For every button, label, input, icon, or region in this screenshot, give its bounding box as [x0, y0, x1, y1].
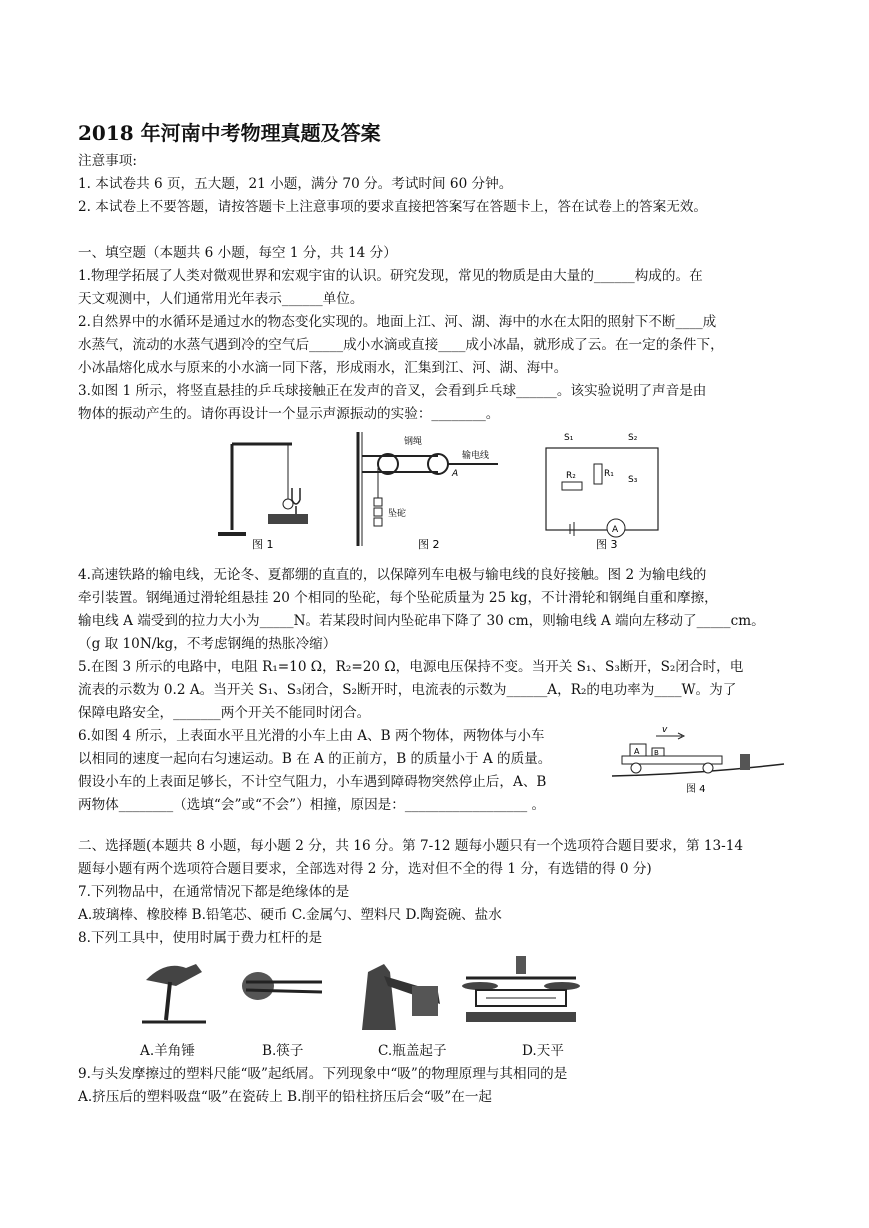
- figure-4-caption: 图 4: [686, 784, 706, 795]
- resistor-r1-label: R₁: [604, 469, 614, 479]
- figure-2-weight-label: 坠砣: [388, 509, 407, 519]
- notice-line: 1. 本试卷共 6 页，五大题，21 小题，满分 70 分。考试时间 60 分钟。: [78, 176, 513, 192]
- question-text: 9.与头发摩擦过的塑料尺能“吸”起纸屑。下列现象中“吸”的物理原理与其相同的是: [78, 1066, 568, 1082]
- question-text: 天文观测中，人们通常用光年表示______单位。: [78, 291, 364, 307]
- question-text: 物体的振动产生的。请你再设计一个显示声源振动的实验：________。: [78, 406, 500, 422]
- bottle-opener-picture: [354, 952, 444, 1036]
- notice-line: 2. 本试卷上不要答题，请按答题卡上注意事项的要求直接把答案写在答题卡上，答在试卷上的答案无效。: [78, 199, 708, 215]
- question-text: 假设小车的上表面足够长，不计空气阻力，小车遇到障碍物突然停止后，A、B: [78, 774, 547, 790]
- object-b-label: B: [654, 749, 659, 757]
- switch-s1-label: S₁: [564, 433, 574, 443]
- object-a-label: A: [634, 747, 640, 756]
- question-text: 7.下列物品中，在通常情况下都是绝缘体的是: [78, 884, 350, 900]
- figure-2-rope-label: 钢绳: [404, 437, 423, 447]
- figure-2-caption: 图 2: [418, 538, 440, 551]
- answer-options: A.挤压后的塑料吸盘“吸”在瓷砖上 B.削平的铅柱挤压后会“吸”在一起: [78, 1089, 493, 1105]
- question-text: 水蒸气，流动的水蒸气遇到冷的空气后_____成小水滴或直接____成小冰晶，就形成了云。在一定的条件下，: [78, 337, 724, 353]
- question-text: 牵引装置。钢绳通过滑轮组悬挂 20 个相同的坠砣，每个坠砣质量为 25 kg，不计滑轮和钢绳自重和摩擦，: [78, 590, 718, 606]
- switch-s3-label: S₃: [628, 475, 638, 485]
- answer-options: A.玻璃棒、橡胶棒 B.铅笔芯、硬币 C.金属勺、塑料尺 D.陶瓷碗、盐水: [78, 907, 502, 923]
- question-text: 流表的示数为 0.2 A。当开关 S₁、S₃闭合，S₂断开时，电流表的示数为______A，R₂的电功率为____W。为了: [78, 682, 737, 698]
- notice-heading: 注意事项:: [78, 153, 137, 169]
- section-text: 题每小题有两个选项符合题目要求，全部选对得 2 分，选对但不全的得 1 分，有选错的得 0 分): [78, 861, 652, 877]
- switch-s2-label: S₂: [628, 433, 638, 443]
- figure-1-caption: 图 1: [252, 538, 274, 551]
- figure-1-tuning-fork: [210, 430, 320, 554]
- figure-3-caption: 图 3: [596, 538, 618, 551]
- question-text: 保障电路安全，_______两个开关不能同时闭合。: [78, 705, 371, 721]
- ammeter-label: A: [612, 525, 619, 535]
- chopsticks-picture: [236, 960, 326, 1030]
- figure-2-pulley-system: [348, 428, 508, 554]
- claw-hammer-picture: [136, 950, 216, 1034]
- question-text: 两物体________（选填“会”或“不会”）相撞，原因是：__________________ 。: [78, 797, 546, 813]
- velocity-label: v: [662, 725, 668, 735]
- question-text: （g 取 10N/kg，不考虑钢绳的热胀冷缩）: [78, 636, 337, 652]
- question-text: 2.自然界中的水循环是通过水的物态变化实现的。地面上江、河、湖、海中的水在太阳的照射下不断____成: [78, 314, 717, 330]
- question-text: 6.如图 4 所示，上表面水平且光滑的小车上由 A、B 两个物体，两物体与小车: [78, 728, 545, 744]
- figure-2-wire-label: 输电线: [462, 451, 490, 461]
- figure-3-circuit: [538, 428, 668, 554]
- section-heading: 一、填空题（本题共 6 小题，每空 1 分，共 14 分）: [78, 245, 397, 261]
- question-text: 8.下列工具中，使用时属于费力杠杆的是: [78, 930, 323, 946]
- question-text: 输电线 A 端受到的拉力大小为_____N。若某段时间内坠砣串下降了 30 cm，则输电线 A 端向左移动了_____cm。: [78, 613, 765, 629]
- resistor-r2-label: R₂: [566, 471, 576, 481]
- figure-2-point-a: A: [452, 469, 459, 479]
- tool-option-d: D.天平: [522, 1043, 564, 1059]
- balance-scale-picture: [456, 952, 586, 1036]
- tool-option-b: B.筷子: [262, 1043, 304, 1059]
- question-text: 5.在图 3 所示的电路中，电阻 R₁=10 Ω，R₂=20 Ω，电源电压保持不变。当开关 S₁、S₃断开，S₂闭合时，电: [78, 659, 744, 675]
- question-text: 以相同的速度一起向右匀速运动。B 在 A 的正前方，B 的质量小于 A 的质量。: [78, 751, 552, 767]
- section-heading: 二、选择题(本题共 8 小题，每小题 2 分，共 16 分。第 7-12 题每小题只有一个选项符合题目要求，第 13-14: [78, 838, 744, 854]
- question-text: 3.如图 1 所示，将竖直悬挂的乒乓球接触正在发声的音叉，会看到乒乓球______。该实验说明了声音是由: [78, 383, 707, 399]
- question-text: 1.物理学拓展了人类对微观世界和宏观宇宙的认识。研究发现，常见的物质是由大量的______构成的。在: [78, 268, 703, 284]
- tool-option-c: C.瓶盖起子: [378, 1043, 447, 1059]
- question-text: 小冰晶熔化成水与原来的小水滴一同下落，形成雨水，汇集到江、河、湖、海中。: [78, 360, 568, 376]
- page-title: 2018 年河南中考物理真题及答案: [78, 121, 381, 145]
- tool-option-a: A.羊角锤: [140, 1043, 195, 1059]
- figure-4-cart: [608, 718, 788, 798]
- question-text: 4.高速铁路的输电线，无论冬、夏都绷的直直的，以保障列车电极与输电线的良好接触。图 2 为输电线的: [78, 567, 707, 583]
